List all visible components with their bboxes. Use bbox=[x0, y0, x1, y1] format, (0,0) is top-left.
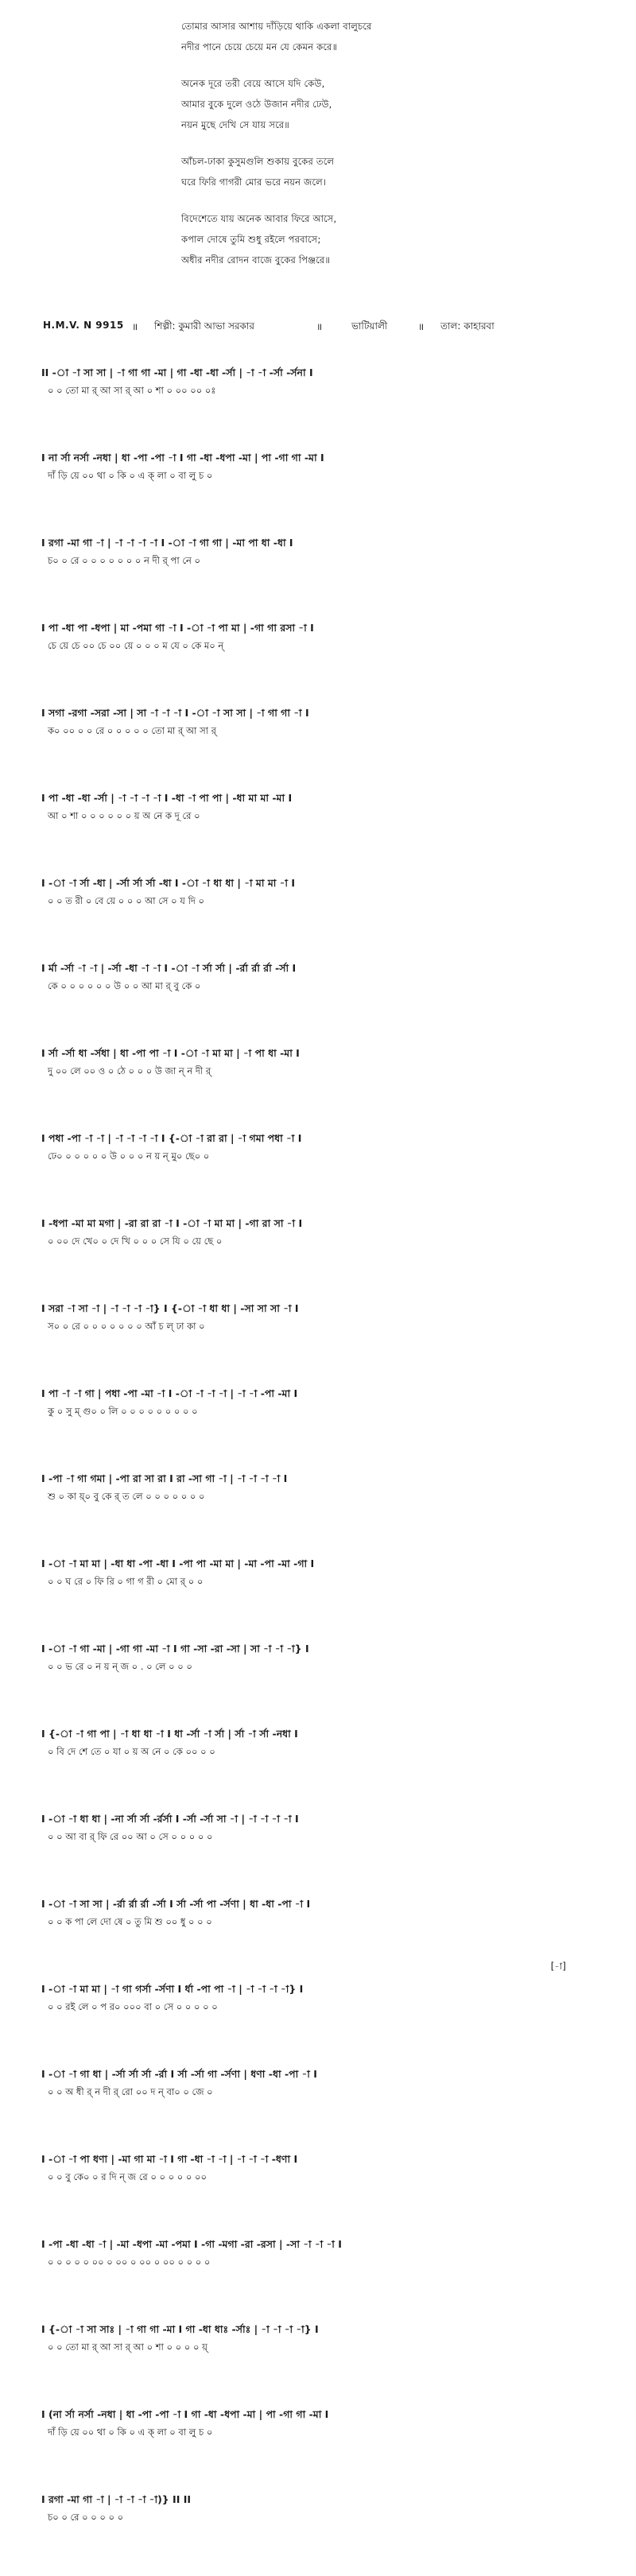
lyric-syllable-line: ০ ০ বু কে০ ০ র দি ন্ জ রে ০ ০ ০ ০ ০ ০০ bbox=[48, 2171, 207, 2182]
lyric-syllable-line: চ০ ০ রে ০ ০ ০ ০ ০ bbox=[48, 2512, 124, 2523]
separator: ॥ bbox=[132, 321, 138, 332]
notation-block bbox=[41, 2406, 598, 2491]
disc-number: H.M.V. N 9915 bbox=[43, 320, 124, 331]
lyric-syllable-line: দু ০০ লে ০০ ও ০ ঠে ০ ০ ০ উ জা ন্ ন দী র্ bbox=[48, 1065, 211, 1077]
notation-block bbox=[41, 1640, 598, 1725]
lyric-syllable-line: ০ ০ আ বা র্ ফি রে ০০ আ ০ সে ০ ০ ০ ০ ০ bbox=[48, 1831, 213, 1842]
notation-block bbox=[41, 1300, 598, 1385]
lyric-syllable-line: দাঁ ড়ি য়ে ০০ থা ০ কি ০ এ ক্ লা ০ বা লু চ ০ bbox=[48, 470, 213, 481]
lyric-syllable-line: ০ ০ অ ধী র্ ন দী র্ রো ০০ দ ন্ বা০ ০ জে ০ bbox=[48, 2086, 213, 2097]
lyric-syllable-line: ০ ০ ক পা লে দো ষে ০ তু মি শু ০০ ধু ০ ০ ০ bbox=[48, 1916, 212, 1927]
swar-line: I -া -া র্সা -ধা | -র্সা র্সা র্সা -ধা I -া -া ধা ধা | -া মা মা -া I bbox=[41, 877, 296, 889]
separator: ॥ bbox=[418, 321, 425, 332]
notation-block bbox=[41, 1725, 598, 1810]
lyric-syllable-line: ঢে০ ০ ০ ০ ০ ০ উ ০ ০ ০ ন য় ন্ মু০ ছে০ ০ bbox=[48, 1150, 210, 1162]
lyric-line: নদীর পানে চেয়ে চেয়ে মন যে কেমন করে॥ bbox=[181, 41, 338, 52]
swar-line: I না র্সা নর্সা -নধা | ধা -পা -পা -া I গা -ধা -ধপা -মা | পা -গা গা -মা I bbox=[41, 452, 324, 464]
swar-line: I -া -া গা -মা | -গা গা -মা -া I গা -সা -রা -সা | সা -া -া -া} I bbox=[41, 1643, 309, 1655]
lyric-line: অধীর নদীর রোদন বাজে বুকের পিঞ্জরে॥ bbox=[181, 254, 331, 266]
swar-line: I -া -া মা মা | -া গা গর্সা -র্সণা I র্ধা -পা পা -া | -া -া -া -া} I bbox=[41, 1983, 304, 1995]
swar-line: I -া -া পা ধণা | -মা গা মা -া I গা -ধা -া -া | -া -া -া -ধণা I bbox=[41, 2153, 298, 2165]
swar-line: I পা -ধা -ধা -র্সা | -া -া -া -া I -ধা -া পা পা | -ধা মা মা -মা I bbox=[41, 792, 293, 804]
lyric-syllable-line: ০ ০ ঘ রে ০ ফি রি ০ গা গ রী ০ মো র্ ০ ০ bbox=[48, 1576, 204, 1587]
lyric-line: নয়ন মুছে দেখি সে যায় সরে॥ bbox=[181, 119, 289, 130]
swar-line: I -ধপা -মা মা মগা | -রা রা রা -া I -া -া মা মা | -গা রা সা -া I bbox=[41, 1217, 303, 1229]
swar-line: I (না র্সা নর্সা -নধা | ধা -পা -পা -া I গা -ধা -ধপা -মা | পা -গা গা -মা I bbox=[41, 2408, 329, 2420]
swar-line: I পধা -পা -া -া | -া -া -া -া I {-া -া রা রা | -া গমা পধা -া I bbox=[41, 1132, 302, 1144]
swaralipi-notation bbox=[41, 364, 598, 2576]
notation-block bbox=[41, 1130, 598, 1215]
lyric-syllable-line: ০ বি দে শে তে ০ যা ০ য় অ নে ০ কে ০০ ০ ০ bbox=[48, 1746, 215, 1757]
notation-block bbox=[41, 1470, 598, 1555]
stanza bbox=[181, 208, 515, 270]
lyric-syllable-line: আ ০ শা ০ ০ ০ ০ ০ ০ য় অ নে ক দূ রে ০ bbox=[48, 810, 200, 821]
tala-name: তাল: কাহারবা bbox=[440, 320, 494, 332]
stanza bbox=[181, 16, 515, 57]
notation-block bbox=[41, 1895, 598, 1980]
notation-block bbox=[41, 960, 598, 1045]
swar-line: I সগা -রগা -সরা -সা | সা -া -া -া I -া -া সা সা | -া গা গা -া I bbox=[41, 707, 309, 719]
notation-block bbox=[41, 1045, 598, 1130]
swar-line: I পা -ধা পা -ধপা | মা -পমা গা -া I -া -া পা মা | -গা গা রসা -া I bbox=[41, 622, 314, 634]
separator: ॥ bbox=[316, 321, 323, 332]
swar-line: I রগা -মা গা -া | -া -া -া -া)} II II bbox=[41, 2493, 192, 2505]
notation-block bbox=[41, 1385, 598, 1470]
swar-line: I পা -া -া গা | পধা -পা -মা -া I -া -া -া -া | -া -া -পা -মা I bbox=[41, 1387, 298, 1399]
lyric-syllable-line: ক০ ০০ ০ ০ রে ০ ০ ০ ০ ০ তো মা র্ আ সা র্ bbox=[48, 725, 216, 736]
lyric-line: আমার বুকে দুলে ওঠে উজান নদীর ঢেউ, bbox=[181, 99, 332, 110]
swar-line: I র্সা -র্সা ধা -র্সধা | ধা -পা পা -া I -া -া মা মা | -া পা ধা -মা I bbox=[41, 1047, 300, 1059]
swar-line: I -া -া গা ধা | -র্সা র্সা র্সা -র্রা I র্সা -র্সা গা -র্সণা | ধণা -ধা -পা -া I bbox=[41, 2068, 317, 2080]
lyric-syllable-line: স০ ০ রে ০ ০ ০ ০ ০ ০ ০ আঁ চ ল্ ঢা কা ০ bbox=[48, 1321, 205, 1332]
lyric-line: বিদেশেতে যায় অনেক আবার ফিরে আসে, bbox=[181, 213, 337, 224]
song-lyrics bbox=[181, 16, 515, 286]
notation-block bbox=[41, 1961, 598, 2066]
stanza bbox=[181, 73, 515, 135]
notation-block bbox=[41, 449, 598, 534]
notation-block bbox=[41, 1555, 598, 1640]
swar-line: I -পা -ধা -ধা -া | -মা -ধপা -মা -পমা I -গা -মগা -রা -রসা | -সা -া -া -া I bbox=[41, 2238, 342, 2250]
lyric-syllable-line: ০ ০ রই লে ০ প র০ ০০০ বা ০ সে ০ ০ ০ ০ ০ bbox=[48, 2001, 218, 2012]
notation-block bbox=[41, 2321, 598, 2406]
lyric-syllable-line: চে য়ে চে ০০ চে ০০ য়ে ০ ০ ০ ম যে ০ কে ম০ ন্ bbox=[48, 640, 224, 651]
swar-line: II -া -া সা সা | -া গা গা -মা | গা -ধা -ধা -র্সা | -া -া -র্সা -র্সনা I bbox=[41, 367, 313, 378]
record-header bbox=[43, 320, 599, 337]
swar-line: I সরা -া সা -া | -া -া -া -া} I {-া -া ধা ধা | -সা সা সা -া I bbox=[41, 1302, 299, 1314]
notation-mark: [-া] bbox=[550, 1961, 566, 1972]
swar-line: I -া -া ধা ধা | -না র্সা র্সা -র্রর্সা I -র্সা -র্সা সা -া | -া -া -া -া I bbox=[41, 1813, 299, 1825]
swar-line: I {-া -া গা পা | -া ধা ধা -া I ধা -র্সা -া র্সা | র্সা -া র্সা -নধা I bbox=[41, 1728, 298, 1740]
swar-line: I -া -া মা মা | -ধা ধা -পা -ধা I -পা পা -মা মা | -মা -পা -মা -গা I bbox=[41, 1558, 315, 1569]
notation-block bbox=[41, 2236, 598, 2321]
notation-block bbox=[41, 1215, 598, 1300]
swar-line: I রগা -মা গা -া | -া -া -া -া I -া -া গা গা | -মা পা ধা -ধা I bbox=[41, 537, 293, 549]
notation-block bbox=[41, 534, 598, 619]
notation-block bbox=[41, 875, 598, 960]
swar-line: I র্মা -র্সা -া -া | -র্সা -ধা -া -া I -া -া র্সা র্সা | -র্রা র্রা র্রা -র্সা I bbox=[41, 962, 297, 974]
notation-block bbox=[41, 2066, 598, 2151]
lyric-syllable-line: দাঁ ড়ি য়ে ০০ থা ০ কি ০ এ ক্ লা ০ বা লু চ ০ bbox=[48, 2427, 213, 2438]
notation-block bbox=[41, 1810, 598, 1895]
lyric-syllable-line: চ০ ০ রে ০ ০ ০ ০ ০ ০ ০ ন দী র্ পা নে ০ bbox=[48, 555, 200, 566]
lyric-syllable-line: ০ ০ তো মা র্ আ সা র্ আ ০ শা ০ ০০ ০০ ০ঃ bbox=[48, 385, 216, 396]
notation-block bbox=[41, 364, 598, 449]
notation-block bbox=[41, 789, 598, 875]
lyric-syllable-line: ০ ০ ভ রে ০ ন য় ন্ জ ০ . ০ লে ০ ০ ০ bbox=[48, 1661, 192, 1672]
lyric-syllable-line: ০ ০ ০ ০ ০ ০০ ০ ০০ ০ ০০ ০ ০০ ০ ০ ০ ০ bbox=[48, 2256, 211, 2268]
lyric-line: কপাল দোষে তুমি শুধু রইলে পরবাসে; bbox=[181, 234, 321, 245]
swar-line: I -পা -া গা গমা | -পা রা সা রা I রা -সা গা -া | -া -া -া -া I bbox=[41, 1472, 288, 1484]
lyric-syllable-line: ০ ০ ত রী ০ বে য়ে ০ ০ ০ আ সে ০ য দি ০ bbox=[48, 895, 205, 906]
raga-name: ভাটিয়ালী bbox=[351, 320, 388, 332]
lyric-syllable-line: ০ ০০ দে খে০ ০ দে খি ০ ০ ০ সে যি ০ য়ে ছে ০ bbox=[48, 1236, 223, 1247]
notation-block bbox=[41, 2491, 598, 2576]
singer-credit: শিল্পী: কুমারী আভা সরকার bbox=[154, 320, 255, 332]
swar-line: I {-া -া সা সাঃ | -া গা গা -মা I গা -ধা ধাঃ -র্সাঃ | -া -া -া -া} I bbox=[41, 2323, 319, 2335]
lyric-syllable-line: শু ০ কা য়্০ বু কে র্ ত লে ০ ০ ০ ০ ০ ০ ০ bbox=[48, 1491, 205, 1502]
lyric-line: ঘরে ফিরি গাগরী মোর ভরে নয়ন জলে। bbox=[181, 177, 327, 188]
notation-block bbox=[41, 619, 598, 704]
lyric-syllable-line: কে ০ ০ ০ ০ ০ ০ উ ০ ০ আ মা র্ বু কে ০ bbox=[48, 980, 201, 991]
notation-block bbox=[41, 704, 598, 789]
lyric-syllable-line: ০ ০ তো মা র্ আ সা র্ আ ০ শা ০ ০ ০ ০ য়্ bbox=[48, 2341, 207, 2353]
lyric-syllable-line: কু ০ সু ম্ গু০ ০ লি ০ ০ ০ ০ ০ ০ ০ ০ ০ bbox=[48, 1406, 198, 1417]
lyric-line: আঁচল-ঢাকা কুসুমগুলি শুকায় বুকের তলে bbox=[181, 156, 335, 167]
stanza bbox=[181, 151, 515, 192]
swar-line: I -া -া সা সা | -র্রা র্রা র্রা -র্সা I র্সা -র্সা পা -র্সণা | ধা -ধা -পা -া I bbox=[41, 1898, 311, 1910]
lyric-line: তোমার আসার আশায় দাঁড়িয়ে থাকি একলা বালুচরে bbox=[181, 21, 372, 32]
lyric-line: অনেক দূরে তরী বেয়ে আসে যদি কেউ, bbox=[181, 78, 325, 89]
notation-block bbox=[41, 2151, 598, 2236]
